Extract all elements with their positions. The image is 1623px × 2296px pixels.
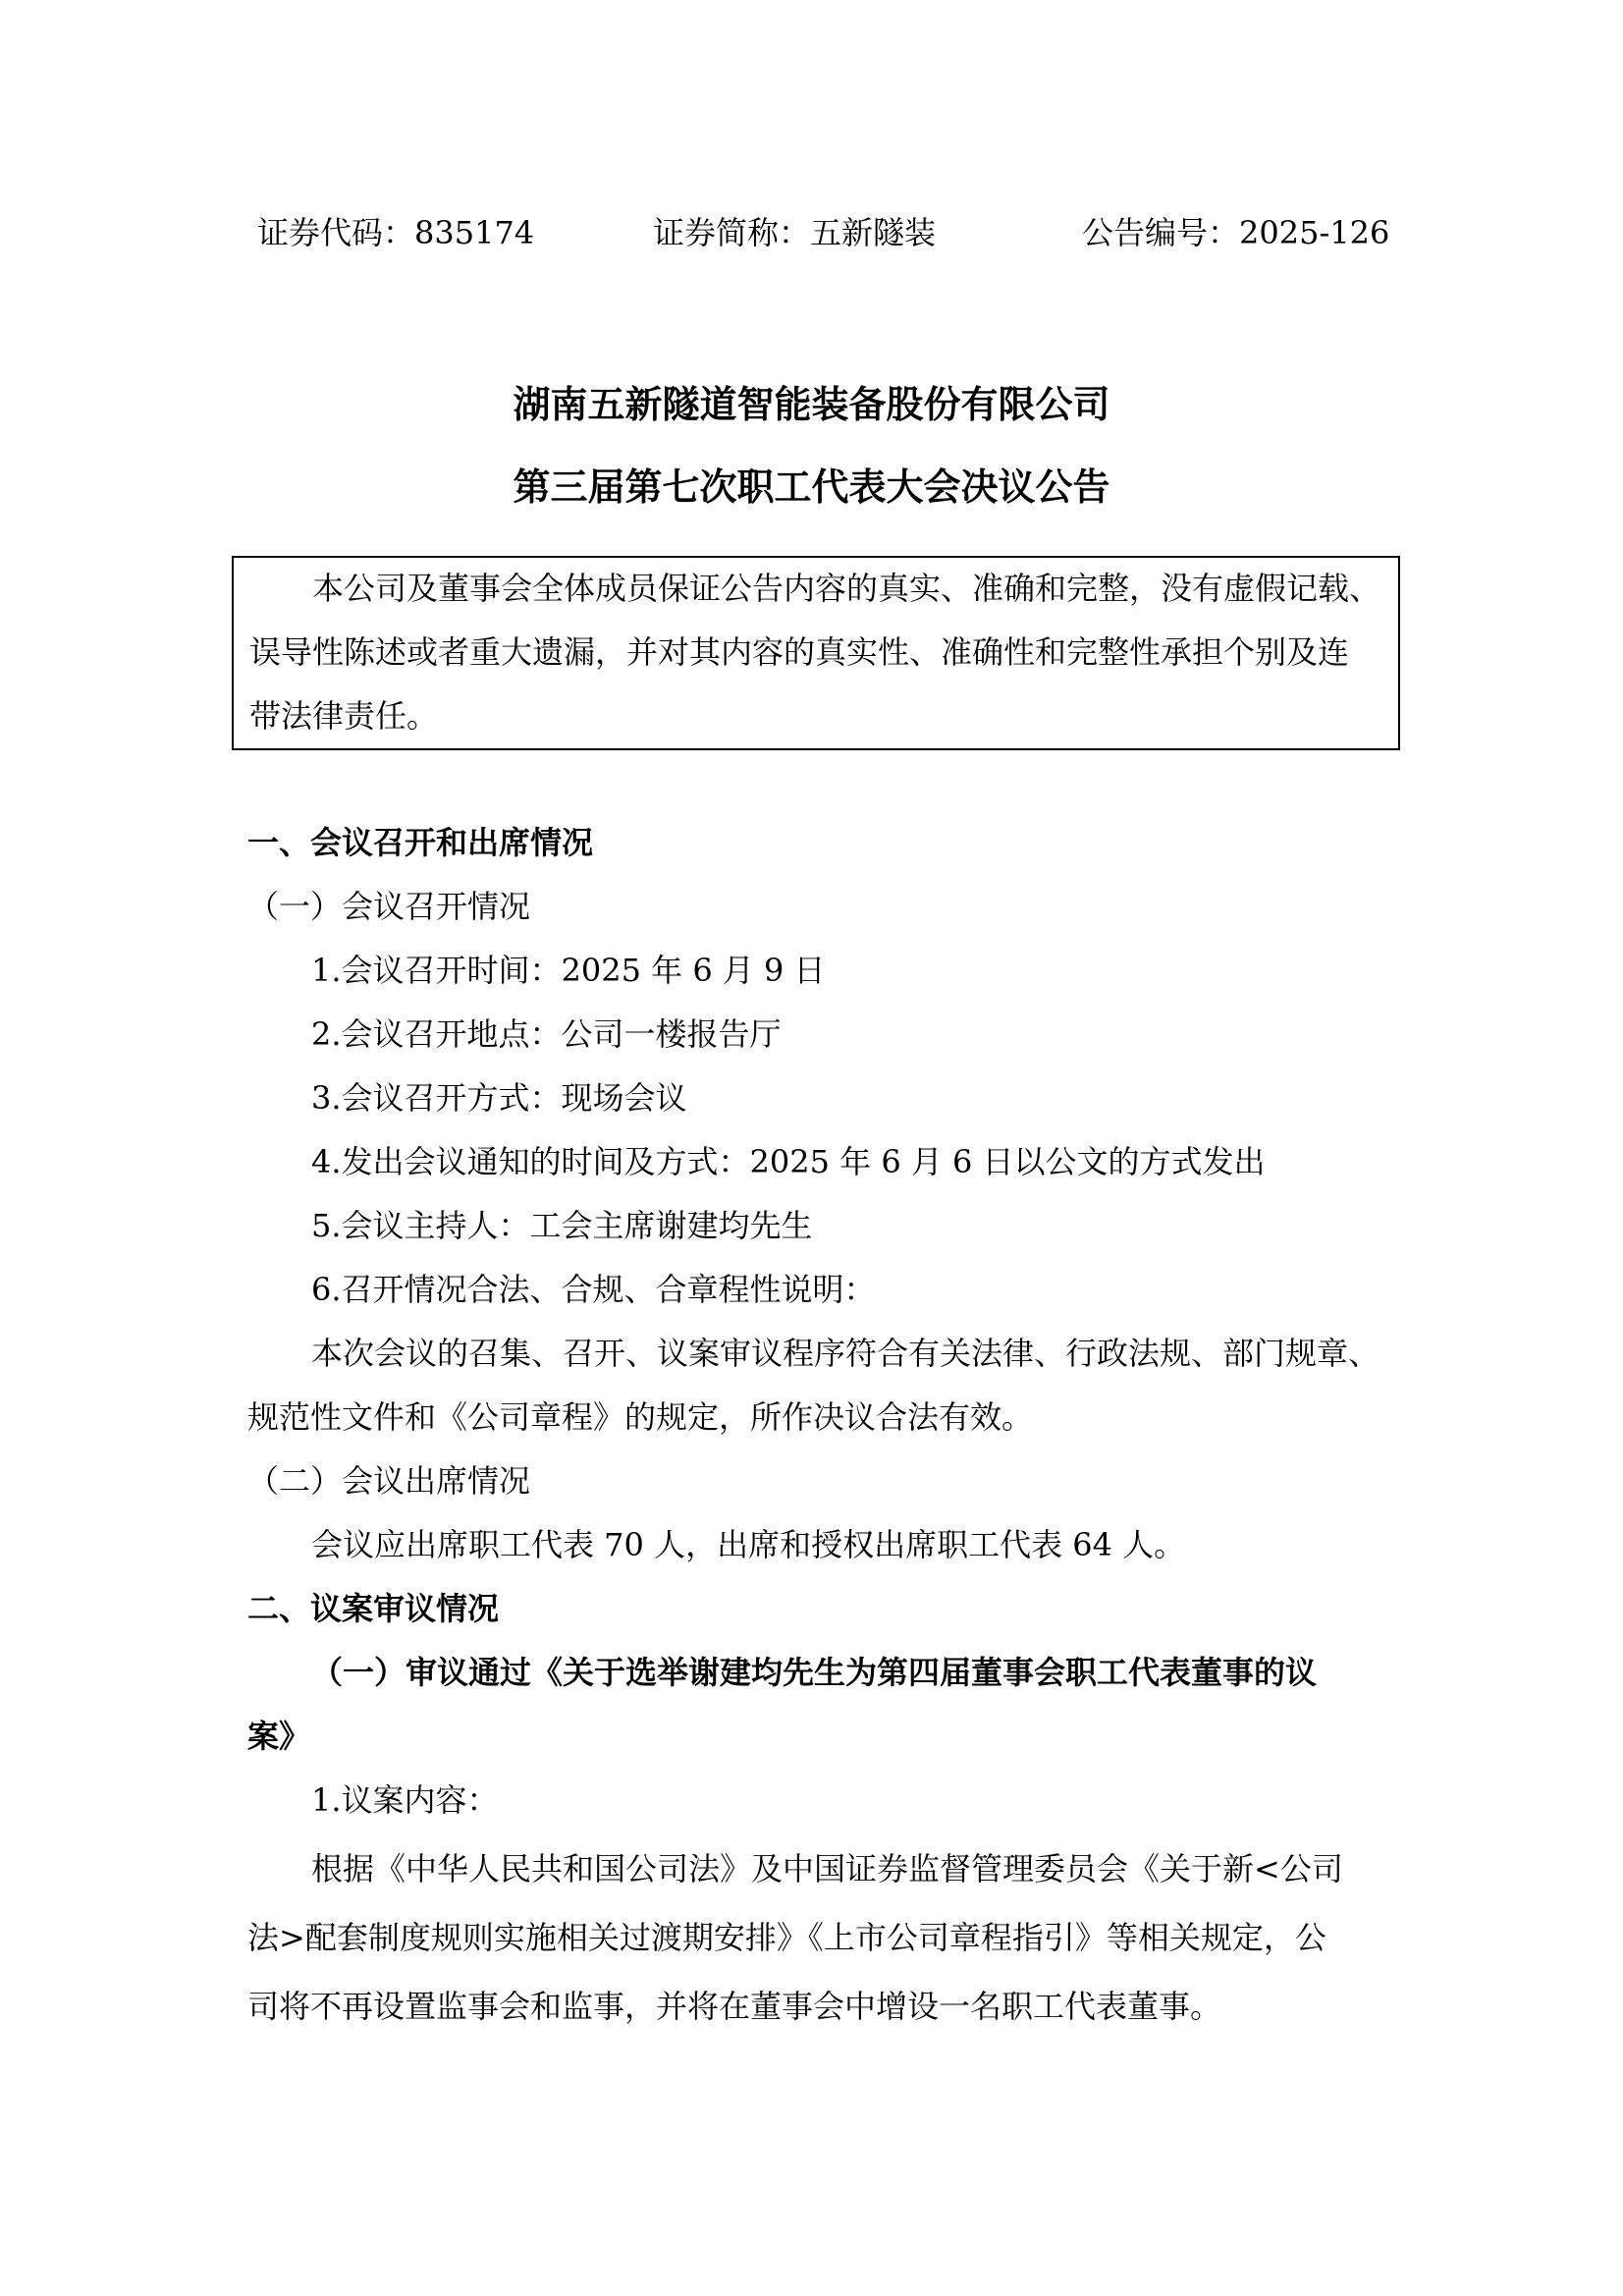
subsection-2-heading: （二）会议出席情况 xyxy=(247,1462,531,1500)
disclaimer-line-3: 带法律责任。 xyxy=(249,697,439,735)
stock-code: 证券代码：835174 xyxy=(257,214,535,251)
announcement-title: 第三届第七次职工代表大会决议公告 xyxy=(513,465,1110,509)
motion-content-line-1: 根据《中华人民共和国公司法》及中国证券监督管理委员会《关于新<公司 xyxy=(311,1850,1343,1887)
legality-line-1: 本次会议的召集、召开、议案审议程序符合有关法律、行政法规、部门规章、 xyxy=(311,1335,1380,1372)
section-1-heading: 一、会议召开和出席情况 xyxy=(247,824,594,861)
notice-number: 公告编号：2025-126 xyxy=(1082,214,1390,251)
legality-line-2: 规范性文件和《公司章程》的规定，所作决议合法有效。 xyxy=(247,1398,1034,1436)
list-item: 1.会议召开时间：2025 年 6 月 9 日 xyxy=(311,952,826,989)
attendance-text: 会议应出席职工代表 70 人，出席和授权出席职工代表 64 人。 xyxy=(311,1526,1186,1563)
section-2-heading: 二、议案审议情况 xyxy=(247,1590,500,1627)
motion-title-line-2: 案》 xyxy=(247,1718,311,1755)
list-item: 6.召开情况合法、合规、合章程性说明： xyxy=(311,1271,876,1308)
document-header xyxy=(0,208,1623,257)
subsection-1-heading: （一）会议召开情况 xyxy=(247,888,531,925)
disclaimer-line-1: 本公司及董事会全体成员保证公告内容的真实、准确和完整，没有虚假记载、 xyxy=(312,570,1381,607)
list-item: 4.发出会议通知的时间及方式：2025 年 6 月 6 日以公文的方式发出 xyxy=(311,1143,1266,1180)
disclaimer-box xyxy=(232,556,1400,750)
company-title: 湖南五新隧道智能装备股份有限公司 xyxy=(513,383,1110,426)
list-item: 2.会议召开地点：公司一楼报告厅 xyxy=(311,1015,782,1053)
motion-content-line-3: 司将不再设置监事会和监事，并将在董事会中增设一名职工代表董事。 xyxy=(247,1988,1222,2025)
motion-title-line-1: （一）审议通过《关于选举谢建均先生为第四届董事会职工代表董事的议 xyxy=(311,1654,1318,1691)
list-item: 3.会议召开方式：现场会议 xyxy=(311,1079,687,1117)
motion-content-line-2: 法>配套制度规则实施相关过渡期安排》《上市公司章程指引》等相关规定，公 xyxy=(247,1919,1326,1956)
motion-content-heading: 1.议案内容： xyxy=(311,1781,499,1819)
stock-abbreviation: 证券简称：五新隧装 xyxy=(653,214,937,251)
disclaimer-line-2: 误导性陈述或者重大遗漏，并对其内容的真实性、准确性和完整性承担个别及连 xyxy=(249,633,1350,671)
list-item: 5.会议主持人：工会主席谢建均先生 xyxy=(311,1207,813,1244)
